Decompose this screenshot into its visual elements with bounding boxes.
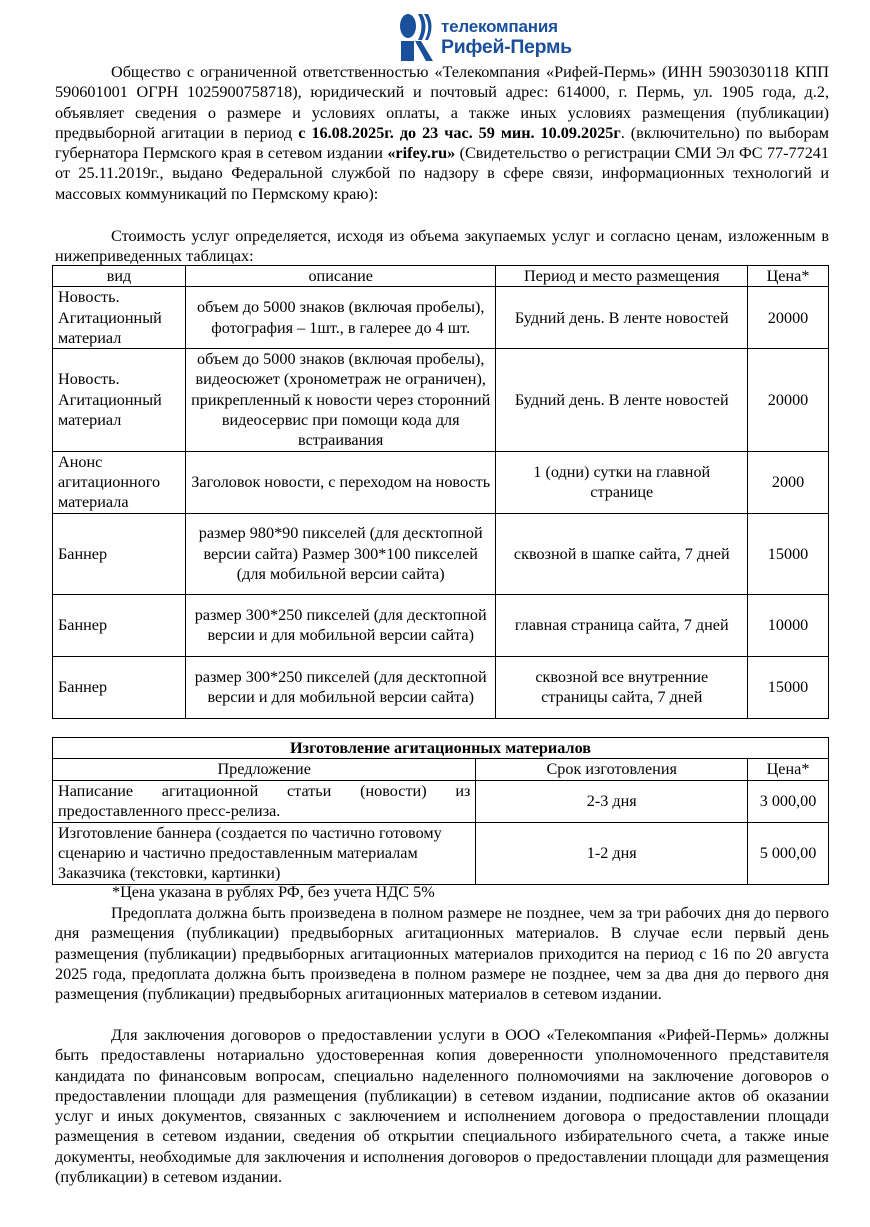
cell-placement: сквозной в шапке сайта, 7 дней xyxy=(496,513,748,594)
logo-line-2: Рифей-Пермь xyxy=(441,36,572,58)
header-term: Срок изготовления xyxy=(476,759,748,780)
cell-type: Баннер xyxy=(53,656,186,718)
cell-description: размер 300*250 пикселей (для десктопной версии и для мобильной версии сайта) xyxy=(185,594,496,656)
cell-type: Новость. Агитационный материал xyxy=(53,287,186,349)
cell-price: 15000 xyxy=(748,656,829,718)
cell-description: размер 300*250 пикселей (для десктопной версии и для мобильной версии сайта) xyxy=(185,656,496,718)
company-logo xyxy=(399,12,572,62)
table-row xyxy=(53,451,829,513)
rifey-logo-icon xyxy=(399,12,435,62)
cell-price: 3 000,00 xyxy=(748,780,829,822)
table-title: Изготовление агитационных материалов xyxy=(53,738,829,759)
header-description: описание xyxy=(185,266,496,287)
intro-period: с 16.08.2025г. до 23 час. 59 мин. 10.09.2025г xyxy=(298,123,621,142)
table-header-row xyxy=(53,266,829,287)
cell-placement: 1 (одни) сутки на главной странице xyxy=(496,451,748,513)
table-row xyxy=(53,594,829,656)
cell-price: 10000 xyxy=(748,594,829,656)
cell-offer: Изготовление баннера (создается по частично готовому сценарию и частично предоставленным материалам Заказчика (текстовки, картинки) xyxy=(53,822,476,884)
cell-placement: Будний день. В ленте новостей xyxy=(496,349,748,451)
header-placement: Период и место размещения xyxy=(496,266,748,287)
cell-description: объем до 5000 знаков (включая пробелы), видеосюжет (хронометраж не ограничен), прикрепленный к новости через сторонний видеосервис при помощи кода для встраивания xyxy=(185,349,496,451)
cell-offer: Написание агитационной статьи (новости) из предоставленного пресс-релиза. xyxy=(53,780,476,822)
table-row xyxy=(53,822,829,884)
table-row xyxy=(53,287,829,349)
cell-type: Баннер xyxy=(53,513,186,594)
cost-intro-paragraph: Стоимость услуг определяется, исходя из объема закупаемых услуг и согласно ценам, изложенным в нижеприведенных таблицах: xyxy=(55,227,829,266)
cell-price: 5 000,00 xyxy=(748,822,829,884)
cell-placement: сквозной все внутренние страницы сайта, 7 дней xyxy=(496,656,748,718)
cell-price: 2000 xyxy=(748,451,829,513)
production-price-table xyxy=(52,737,829,885)
cell-type: Новость. Агитационный материал xyxy=(53,349,186,451)
placement-price-table xyxy=(52,265,829,719)
intro-text-3: (Свидетельство о регистрации СМИ Эл ФС 77-77241 от 25.11.2019г., выдано Федеральной службой по надзору в сфере связи, информационных технологий и массовых коммуникаций по Пермскому краю): xyxy=(55,144,829,203)
table-row xyxy=(53,780,829,822)
table-title-row xyxy=(53,738,829,759)
cell-term: 2-3 дня xyxy=(476,780,748,822)
cell-description: объем до 5000 знаков (включая пробелы), фотография – 1шт., в галерее до 4 шт. xyxy=(185,287,496,349)
cell-price: 20000 xyxy=(748,349,829,451)
header-price: Цена* xyxy=(748,759,829,780)
table-row xyxy=(53,349,829,451)
logo-line-1: телекомпания xyxy=(441,17,558,36)
table-row xyxy=(53,513,829,594)
header-offer: Предложение xyxy=(53,759,476,780)
price-footnote: *Цена указана в рублях РФ, без учета НДС 5% xyxy=(112,883,435,901)
prepayment-paragraph: Предоплата должна быть произведена в полном размере не позднее, чем за три рабочих дня до первого дня размещения (публикации) предвыборных агитационных материалов. В случае если первый день размещения (публикации) предвыборных агитационных материалов приходится на период с 16 по 20 августа 2025 года, предоплата должна быть произведена в полном размере не позднее, чем за два дня до первого дня размещения (публикации) предвыборных агитационных материалов в сетевом издании. xyxy=(55,904,829,1004)
cell-description: размер 980*90 пикселей (для десктопной версии сайта) Размер 300*100 пикселей (для мобильной версии сайта) xyxy=(185,513,496,594)
intro-site-name: «rifey.ru» xyxy=(387,144,456,163)
cell-price: 15000 xyxy=(748,513,829,594)
intro-text-1: Общество с ограниченной ответственностью «Телекомпания «Рифей-Пермь» (ИНН 5903030118 КПП 590601001 ОГРН 1025900758718), юридический и почтовый адрес: 614000, г. Пермь, ул. 1905 года, д.2, объявляет сведения о размере и условиях оплаты, а также иных условиях размещения (публикации) предвыборной агитации в период xyxy=(55,63,829,142)
header-type: вид xyxy=(53,266,186,287)
cell-term: 1-2 дня xyxy=(476,822,748,884)
cell-price: 20000 xyxy=(748,287,829,349)
cell-type: Баннер xyxy=(53,594,186,656)
table-row xyxy=(53,656,829,718)
cell-placement: Будний день. В ленте новостей xyxy=(496,287,748,349)
intro-paragraph xyxy=(55,62,829,204)
header-price: Цена* xyxy=(748,266,829,287)
cell-type: Анонс агитационного материала xyxy=(53,451,186,513)
contracts-paragraph: Для заключения договоров о предоставлении услуги в ООО «Телекомпания «Рифей-Пермь» должны быть предоставлены нотариально удостоверенная копия доверенности уполномоченного представителя кандидата по финансовым вопросам, специально наделенного полномочиями на заключение договоров о предоставлении площади для размещения (публикации) в сетевом издании, подписание актов об оказании услуг и иных документов, связанных с заключением и исполнением договора о предоставлении площади размещения в сетевом издании, сведения об открытии специального избирательного счета, а также иные документы, необходимые для заключения и исполнения договоров о предоставлении площади для размещения (публикации) в сетевом издании. xyxy=(55,1026,829,1187)
cell-description: Заголовок новости, с переходом на новость xyxy=(185,451,496,513)
intro-text-2: . (включительно) по выборам губернатора Пермского края в сетевом издании xyxy=(55,123,829,163)
table-header-row xyxy=(53,759,829,780)
cell-placement: главная страница сайта, 7 дней xyxy=(496,594,748,656)
